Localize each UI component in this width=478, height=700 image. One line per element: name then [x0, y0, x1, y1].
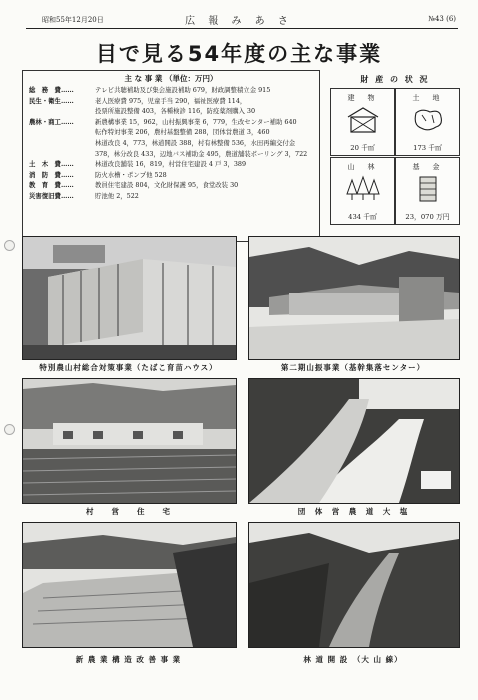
- project-text: 林道改良 4，773，林道開設 388，村有林整備 536，水田再編交付金: [95, 138, 296, 147]
- project-text: 投票所施設整備 403，各種検診 116，防疫薬剤購入 30: [95, 107, 256, 116]
- photo-farm-road-oshio: [248, 378, 460, 504]
- project-category: 総 務 費……: [29, 86, 74, 94]
- photo-village-housing: [22, 378, 237, 504]
- project-category: 土 木 費……: [29, 160, 74, 169]
- list-item: [29, 85, 315, 96]
- list-item: [29, 149, 315, 160]
- asset-buildings: [330, 88, 395, 156]
- asset-label: 基 金: [412, 163, 443, 171]
- page-title: 目で見る54年度の主な事業: [95, 42, 383, 66]
- asset-label: 建 物: [347, 94, 378, 102]
- publication-date: 昭和55年12月20日: [42, 16, 104, 24]
- list-item: [29, 117, 315, 128]
- photo-caption: 林 道 開 設 （大 山 線）: [303, 655, 403, 664]
- photo-caption: 第二期山振事業（基幹集落センター）: [280, 363, 426, 372]
- project-text: 378，林分改良 433，辺地バス補助金 495，農道舗装ボーリング 3，722: [95, 149, 308, 158]
- photo-caption: 新 農 業 構 造 改 善 事 業: [75, 655, 182, 664]
- projects-heading: 主 な 事 業 （単位：万円）: [124, 74, 218, 83]
- asset-value: 20 千㎡: [350, 144, 375, 152]
- projects-list: [29, 85, 315, 202]
- project-text: 林道改良舗装 16，819，村営住宅建設 4 戸 3，389: [95, 160, 247, 169]
- list-item: [29, 106, 315, 117]
- list-item: [29, 170, 315, 181]
- land-icon: [410, 105, 446, 135]
- project-text: テレビ共聴補助及び集会施設補助 679，財政調整積立金 915: [95, 86, 271, 94]
- page-header: [0, 0, 478, 26]
- asset-land: [395, 88, 460, 156]
- photo-community-center: [248, 236, 460, 360]
- asset-value: 173 千㎡: [413, 144, 442, 152]
- project-category: 教 育 費……: [29, 181, 74, 190]
- newsletter-title: 広 報 み あ さ: [185, 16, 293, 27]
- project-category: 農林・商工……: [29, 117, 74, 126]
- binder-hole: [4, 424, 15, 435]
- project-text: 新農構事業 15，962，山村振興事業 6，779，生改センター補助 640: [95, 117, 297, 126]
- assets-heading: 財 産 の 状 況: [360, 74, 430, 84]
- photo-forest-road-oyama: [248, 522, 460, 648]
- project-text: 防火水槽・ポンプ他 528: [95, 170, 167, 179]
- header-rule: [26, 28, 458, 29]
- project-category: 災害復旧費……: [29, 191, 74, 200]
- project-text: 老人医療費 975，児童手当 290，福祉医療費 114，: [95, 96, 247, 105]
- photo-agriculture-restructuring: [22, 522, 237, 648]
- list-item: [29, 159, 315, 170]
- asset-label: 土 地: [412, 94, 443, 102]
- binder-hole: [4, 240, 15, 251]
- asset-fund: [395, 157, 460, 225]
- asset-value: 23，070 万円: [405, 213, 450, 221]
- asset-value: 434 千㎡: [348, 213, 377, 221]
- list-item: [29, 138, 315, 149]
- photo-tobacco-seedling-house: [22, 236, 237, 360]
- coin-stack-icon: [410, 174, 446, 204]
- project-text: 教員住宅建設 804，文化財保護 95，食堂改装 30: [95, 181, 239, 190]
- project-category: 消 防 費……: [29, 170, 74, 179]
- project-text: 貯池他 2，522: [95, 191, 139, 200]
- list-item: [29, 180, 315, 191]
- list-item: [29, 191, 315, 202]
- issue-number: №43 (6): [428, 15, 456, 23]
- photo-caption: 団 体 営 農 道 大 塩: [297, 507, 409, 516]
- photo-caption: 村 営 住 宅: [86, 507, 171, 516]
- asset-label: 山 林: [347, 163, 378, 171]
- list-item: [29, 127, 315, 138]
- building-icon: [345, 105, 381, 135]
- projects-box: [22, 70, 320, 242]
- project-text: 転作特対事業 206，農村基盤整備 288，団体営農道 3，460: [95, 128, 270, 137]
- asset-forest: [330, 157, 395, 225]
- forest-icon: [345, 174, 381, 204]
- list-item: [29, 96, 315, 107]
- project-category: 民生・衛生……: [29, 96, 74, 105]
- photo-caption: 特別農山村総合対策事業（たばこ育苗ハウス）: [39, 363, 218, 372]
